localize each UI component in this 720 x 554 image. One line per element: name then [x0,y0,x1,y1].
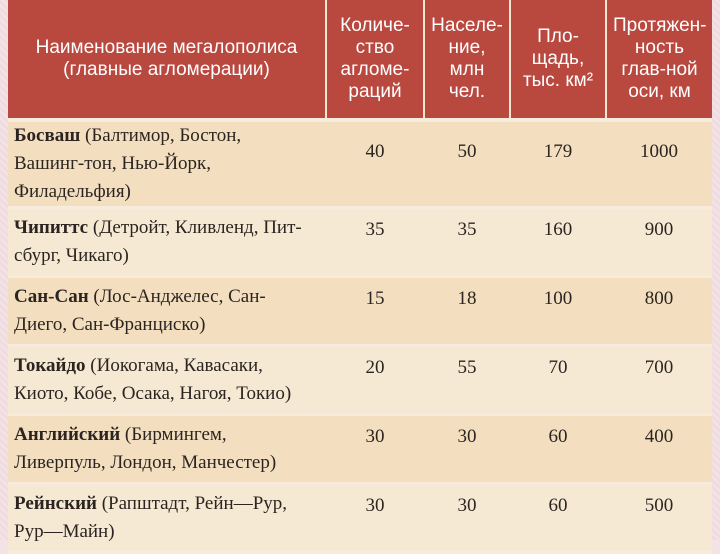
table-header-row [8,0,712,120]
header-name: Наименование мегалополиса (главные агломерации) [8,0,326,120]
megalopolis-name: Рейнский [14,493,97,514]
axis-cell [606,277,712,346]
count-value: 40 [365,140,385,162]
count-value: 30 [365,494,385,516]
population-value: 55 [457,356,477,378]
megalopolis-cell [8,484,326,553]
megalopolis-name: Босваш [14,125,81,146]
table-row [8,120,712,208]
table-row [8,484,712,553]
area-value: 100 [543,287,573,309]
count-value: 35 [365,218,385,240]
table-row [8,346,712,415]
agglomeration-list: (Иокогама, Кавасаки, Киото, Кобе, Осака, Нагоя, Токио) [14,355,292,404]
area-value: 60 [548,425,568,447]
table-row [8,277,712,346]
count-cell [326,415,424,484]
count-cell [326,484,424,553]
population-cell [424,484,510,553]
population-cell [424,415,510,484]
megalopolis-cell [8,120,326,208]
area-value: 60 [548,494,568,516]
area-value: 179 [543,140,573,162]
axis-value: 1000 [640,140,678,162]
megalopolis-name: Токайдо [14,355,86,376]
population-cell [424,208,510,277]
header-axis: Протяжен-ность глав-ной оси, км [606,0,712,120]
axis-value: 700 [644,356,674,378]
count-value: 20 [365,356,385,378]
area-cell [510,120,606,208]
count-value: 15 [365,287,385,309]
agglomeration-list: (Бирмингем, Ливерпуль, Лондон, Манчестер) [14,424,277,473]
megalopolis-name: Английский [14,424,121,445]
agglomeration-list: (Балтимор, Бостон, Вашинг-тон, Нью-Йорк, Филадельфия) [14,125,242,202]
megalopolis-cell [8,415,326,484]
axis-value: 800 [644,287,674,309]
table-row [8,208,712,277]
megalopolis-table [8,0,712,554]
megalopolis-name: Чипиттс [14,217,89,238]
population-value: 50 [457,140,477,162]
population-value: 18 [457,287,477,309]
population-value: 30 [457,425,477,447]
axis-cell [606,484,712,553]
axis-cell [606,208,712,277]
megalopolis-cell [8,346,326,415]
count-cell [326,208,424,277]
table-row [8,415,712,484]
population-value: 35 [457,218,477,240]
area-cell [510,277,606,346]
count-value: 30 [365,425,385,447]
header-area: Пло-щадь, тыс. км² [510,0,606,120]
axis-cell [606,120,712,208]
header-count: Количе-ство агломе-раций [326,0,424,120]
megalopolis-cell [8,277,326,346]
axis-value: 500 [644,494,674,516]
agglomeration-list: (Рапштадт, Рейн—Рур, Рур—Майн) [14,493,288,542]
table-sheet [8,0,712,542]
area-value: 160 [543,218,573,240]
area-cell [510,208,606,277]
population-value: 30 [457,494,477,516]
population-cell [424,346,510,415]
header-population: Населе-ние, млн чел. [424,0,510,120]
population-cell [424,277,510,346]
megalopolis-name: Сан-Сан [14,286,89,307]
table-body [8,120,712,553]
agglomeration-list: (Детройт, Кливленд, Пит-сбург, Чикаго) [14,217,302,266]
axis-value: 400 [644,425,674,447]
agglomeration-list: (Лос-Анджелес, Сан-Диего, Сан-Франциско) [14,286,266,335]
area-cell [510,346,606,415]
count-cell [326,346,424,415]
axis-value: 900 [644,218,674,240]
count-cell [326,120,424,208]
megalopolis-cell [8,208,326,277]
axis-cell [606,346,712,415]
population-cell [424,120,510,208]
area-cell [510,415,606,484]
count-cell [326,277,424,346]
axis-cell [606,415,712,484]
area-cell [510,484,606,553]
area-value: 70 [548,356,568,378]
